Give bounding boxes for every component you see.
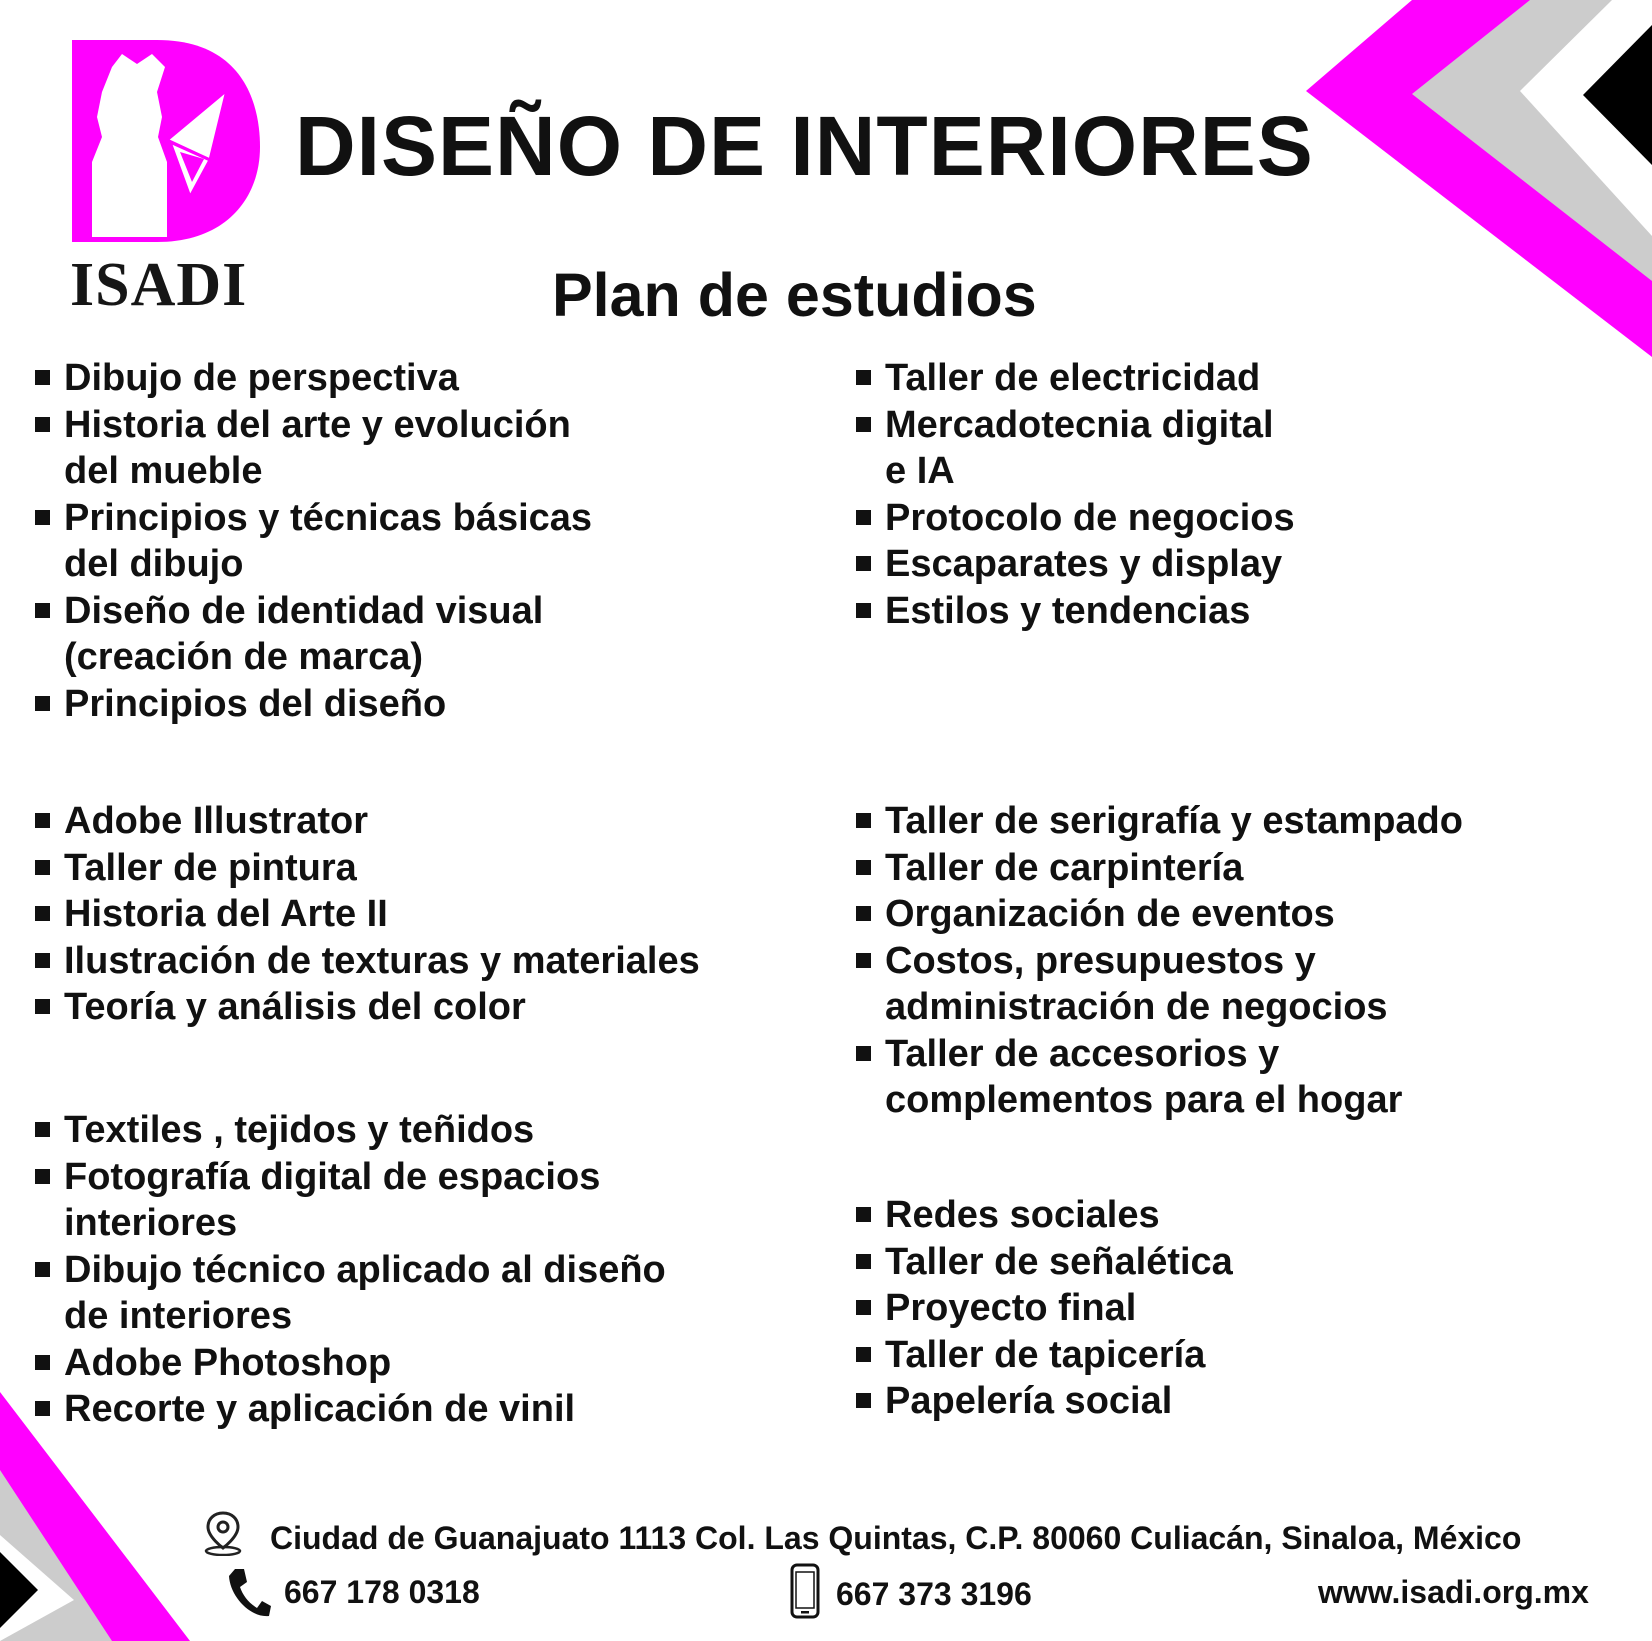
bullet-icon [35, 417, 50, 432]
course-label: Costos, presupuestos y administración de negocios [885, 939, 1388, 1028]
bullet-icon [35, 1355, 50, 1370]
list-item [35, 1107, 666, 1154]
course-label: Redes sociales [885, 1194, 1160, 1236]
list-item [35, 938, 700, 985]
course-label: Estilos y tendencias [885, 589, 1251, 632]
list-item [35, 984, 700, 1031]
course-label: Ilustración de texturas y materiales [64, 939, 700, 982]
bullet-icon [856, 1300, 871, 1315]
course-label: Teoría y análisis del color [64, 986, 526, 1028]
bullet-icon [856, 370, 871, 385]
course-label: Proyecto final [885, 1287, 1137, 1329]
location-pin-icon [202, 1510, 244, 1556]
list-item [35, 798, 700, 845]
course-list-left-top [35, 355, 592, 727]
list-item [856, 891, 1463, 938]
list-item [35, 1154, 666, 1247]
list-item [35, 1247, 666, 1340]
course-label: Taller de accesorios y complementos para el hogar [885, 1032, 1403, 1121]
list-item [856, 845, 1463, 892]
course-label: Protocolo de negocios [885, 496, 1295, 539]
course-list-right-bottom [856, 1192, 1233, 1425]
course-label: Taller de pintura [64, 846, 357, 889]
list-item [856, 355, 1295, 402]
course-label: Taller de señalética [885, 1240, 1233, 1283]
course-label: Organización de eventos [885, 893, 1335, 935]
course-list-left-bottom [35, 1107, 666, 1433]
list-item [856, 1332, 1233, 1379]
list-item [35, 355, 592, 402]
list-item [856, 798, 1463, 845]
list-item [856, 1239, 1233, 1286]
list-item [856, 541, 1295, 588]
course-label: Taller de electricidad [885, 357, 1261, 399]
bullet-icon [35, 1262, 50, 1277]
list-item [856, 938, 1463, 1031]
course-list-right-top [856, 355, 1295, 634]
bullet-icon [856, 556, 871, 571]
list-item [856, 588, 1295, 635]
page-title: DISEÑO DE INTERIORES [295, 99, 1314, 193]
bullet-icon [856, 510, 871, 525]
bullet-icon [35, 906, 50, 921]
bullet-icon [856, 860, 871, 875]
course-label: Principios y técnicas básicas del dibujo [64, 496, 593, 585]
bullet-icon [35, 1169, 50, 1184]
list-item [35, 845, 700, 892]
list-item [35, 681, 592, 728]
list-item [35, 1340, 666, 1387]
footer-phone-landline: 667 178 0318 [284, 1574, 480, 1610]
bullet-icon [35, 370, 50, 385]
list-item [856, 1192, 1233, 1239]
bullet-icon [856, 1347, 871, 1362]
bullet-icon [856, 1207, 871, 1222]
course-label: Escaparates y display [885, 543, 1283, 585]
bullet-icon [35, 1401, 50, 1416]
bullet-icon [35, 510, 50, 525]
course-label: Dibujo técnico aplicado al diseño de interiores [64, 1248, 666, 1337]
bullet-icon [35, 860, 50, 875]
bullet-icon [35, 603, 50, 618]
list-item [35, 1386, 666, 1433]
list-item [856, 1285, 1233, 1332]
list-item [856, 1378, 1233, 1425]
bullet-icon [35, 696, 50, 711]
brand-name: ISADI [70, 251, 248, 319]
course-label: Taller de tapicería [885, 1333, 1206, 1376]
list-item [35, 495, 592, 588]
course-label: Taller de serigrafía y estampado [885, 800, 1463, 842]
course-list-left-middle [35, 798, 700, 1031]
mobile-phone-icon [790, 1563, 820, 1619]
bullet-icon [856, 603, 871, 618]
bullet-icon [856, 813, 871, 828]
list-item [35, 402, 592, 495]
course-label: Papelería social [885, 1380, 1173, 1422]
course-label: Fotografía digital de espacios interiores [64, 1155, 601, 1244]
page-subtitle: Plan de estudios [552, 261, 1037, 329]
footer-phone-mobile: 667 373 3196 [836, 1576, 1032, 1612]
bullet-icon [856, 1046, 871, 1061]
footer-address: Ciudad de Guanajuato 1113 Col. Las Quintas, C.P. 80060 Culiacán, Sinaloa, México [270, 1520, 1522, 1556]
list-item [856, 1031, 1463, 1124]
course-label: Diseño de identidad visual (creación de marca) [64, 589, 544, 678]
course-list-right-middle [856, 798, 1463, 1124]
course-label: Adobe Illustrator [64, 800, 369, 842]
course-label: Recorte y aplicación de vinil [64, 1388, 576, 1430]
bullet-icon [856, 953, 871, 968]
course-label: Historia del arte y evolución del mueble [64, 403, 571, 492]
bullet-icon [35, 813, 50, 828]
course-label: Dibujo de perspectiva [64, 357, 459, 399]
list-item [856, 402, 1295, 495]
course-label: Textiles , tejidos y teñidos [64, 1109, 535, 1151]
course-label: Adobe Photoshop [64, 1341, 392, 1384]
bullet-icon [35, 999, 50, 1014]
list-item [35, 891, 700, 938]
bullet-icon [856, 1393, 871, 1408]
list-item [35, 588, 592, 681]
bullet-icon [35, 953, 50, 968]
top-right-chevrons [1306, 0, 1652, 357]
course-label: Principios del diseño [64, 682, 447, 725]
course-label: Historia del Arte II [64, 893, 388, 935]
footer-website[interactable]: www.isadi.org.mx [1318, 1574, 1589, 1610]
course-label: Mercadotecnia digital e IA [885, 403, 1274, 492]
bullet-icon [856, 906, 871, 921]
list-item [856, 495, 1295, 542]
bullet-icon [856, 417, 871, 432]
bullet-icon [35, 1122, 50, 1137]
course-label: Taller de carpintería [885, 846, 1244, 889]
phone-icon [226, 1566, 272, 1620]
bullet-icon [856, 1254, 871, 1269]
